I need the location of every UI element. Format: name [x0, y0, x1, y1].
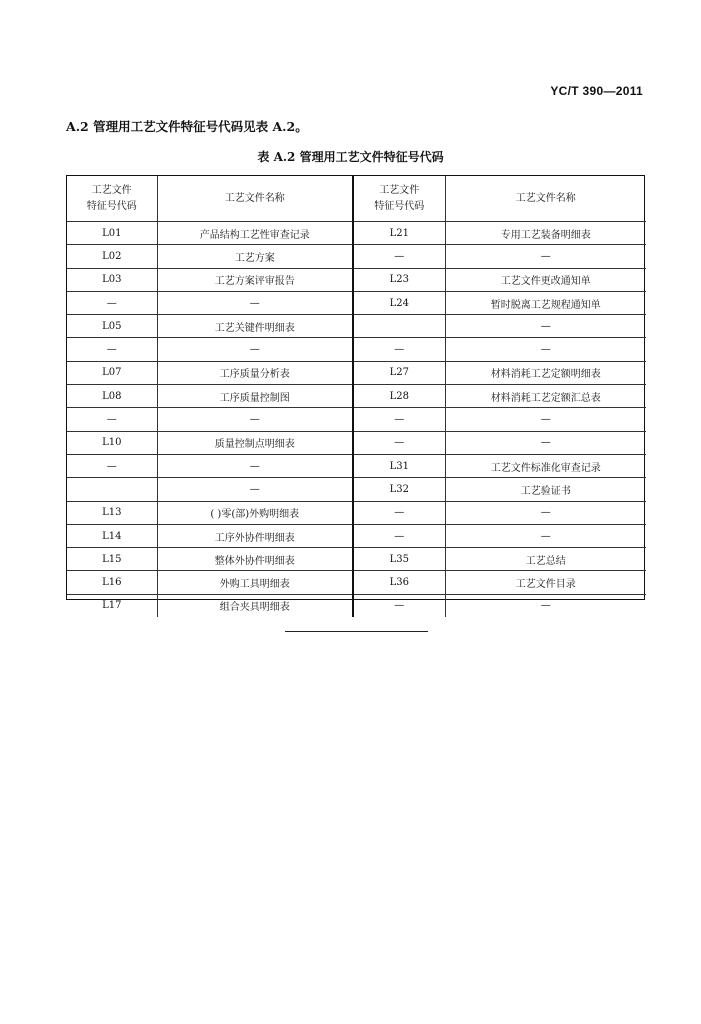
table-row [67, 478, 646, 501]
table-row [67, 291, 646, 314]
cell-code-right: — [353, 501, 445, 524]
cell-name-left: 工艺关键件明细表 [157, 315, 353, 338]
cell-name-right: — [445, 315, 646, 338]
table-row [67, 361, 646, 384]
cell-name-right: — [445, 431, 646, 454]
cell-code-right: — [353, 594, 445, 617]
cell-name-right: — [445, 338, 646, 361]
cell-name-right: 暂时脱离工艺规程通知单 [445, 291, 646, 314]
cell-code-left: L17 [67, 594, 157, 617]
cell-code-left: L10 [67, 431, 157, 454]
cell-name-right: 工艺文件标准化审查记录 [445, 454, 646, 477]
cell-code-right [353, 315, 445, 338]
table-row [67, 245, 646, 268]
table-row [67, 338, 646, 361]
cell-code-left: L03 [67, 268, 157, 291]
cell-code-right: — [353, 338, 445, 361]
cell-name-left: — [157, 291, 353, 314]
cell-code-left: — [67, 338, 157, 361]
cell-name-right: 材料消耗工艺定额汇总表 [445, 385, 646, 408]
cell-code-left: L01 [67, 222, 157, 245]
cell-name-left: 工序外协件明细表 [157, 524, 353, 547]
cell-code-right: L23 [353, 268, 445, 291]
cell-code-right: L32 [353, 478, 445, 501]
cell-code-right: L24 [353, 291, 445, 314]
header-name-left: 工艺文件名称 [157, 176, 353, 222]
cell-name-right: 工艺验证书 [445, 478, 646, 501]
cell-code-right: L36 [353, 571, 445, 594]
code-table-frame [66, 175, 645, 614]
cell-name-left: 工艺方案评审报告 [157, 268, 353, 291]
cell-name-right: — [445, 524, 646, 547]
cell-code-left [67, 478, 157, 501]
cell-name-left: 组合夹具明细表 [157, 594, 353, 617]
cell-name-right: — [445, 501, 646, 524]
cell-code-left: L13 [67, 501, 157, 524]
code-table [67, 176, 646, 617]
header-code-left: 工艺文件 特征号代码 [67, 176, 157, 222]
section-intro: A.2 管理用工艺文件特征号代码见表 A.2。 [66, 119, 308, 134]
table-caption: 表 A.2 管理用工艺文件特征号代码 [257, 150, 444, 164]
table-header-row [67, 176, 646, 222]
table-row [67, 315, 646, 338]
cell-name-right: 材料消耗工艺定额明细表 [445, 361, 646, 384]
table-body [67, 222, 646, 618]
table-row [67, 431, 646, 454]
table-row [67, 501, 646, 524]
cell-name-left: 外购工具明细表 [157, 571, 353, 594]
cell-code-right: — [353, 524, 445, 547]
cell-code-left: — [67, 408, 157, 431]
cell-name-right: — [445, 245, 646, 268]
cell-code-right: L31 [353, 454, 445, 477]
table-row [67, 548, 646, 571]
cell-name-right: 工艺文件更改通知单 [445, 268, 646, 291]
cell-name-left: — [157, 338, 353, 361]
cell-code-left: L05 [67, 315, 157, 338]
table-row [67, 571, 646, 594]
cell-code-left: — [67, 291, 157, 314]
cell-code-right: — [353, 408, 445, 431]
table-row [67, 594, 646, 617]
table-row [67, 408, 646, 431]
cell-name-left: 整体外协件明细表 [157, 548, 353, 571]
cell-name-right: 工艺总结 [445, 548, 646, 571]
cell-code-left: L08 [67, 385, 157, 408]
header-name-right: 工艺文件名称 [445, 176, 646, 222]
cell-code-left: L15 [67, 548, 157, 571]
cell-code-right: — [353, 245, 445, 268]
standard-code: YC/T 390—2011 [550, 84, 643, 98]
table-row [67, 222, 646, 245]
table-row [67, 524, 646, 547]
cell-name-left: ( )零(部)外购明细表 [157, 501, 353, 524]
cell-code-right: L21 [353, 222, 445, 245]
cell-code-left: — [67, 454, 157, 477]
cell-name-left: 产品结构工艺性审查记录 [157, 222, 353, 245]
end-rule [285, 631, 428, 632]
table-row [67, 385, 646, 408]
cell-code-right: — [353, 431, 445, 454]
cell-name-left: — [157, 408, 353, 431]
table-row [67, 454, 646, 477]
cell-name-left: — [157, 454, 353, 477]
cell-code-left: L07 [67, 361, 157, 384]
cell-name-left: 工序质量分析表 [157, 361, 353, 384]
cell-name-right: — [445, 594, 646, 617]
table-row [67, 268, 646, 291]
cell-name-left: 工序质量控制图 [157, 385, 353, 408]
cell-code-right: L35 [353, 548, 445, 571]
cell-code-left: L02 [67, 245, 157, 268]
cell-code-left: L14 [67, 524, 157, 547]
cell-name-left: — [157, 478, 353, 501]
cell-code-right: L28 [353, 385, 445, 408]
cell-name-right: 专用工艺装备明细表 [445, 222, 646, 245]
cell-name-right: — [445, 408, 646, 431]
cell-code-right: L27 [353, 361, 445, 384]
cell-name-left: 工艺方案 [157, 245, 353, 268]
cell-name-left: 质量控制点明细表 [157, 431, 353, 454]
header-code-right: 工艺文件 特征号代码 [353, 176, 445, 222]
cell-code-left: L16 [67, 571, 157, 594]
cell-name-right: 工艺文件目录 [445, 571, 646, 594]
